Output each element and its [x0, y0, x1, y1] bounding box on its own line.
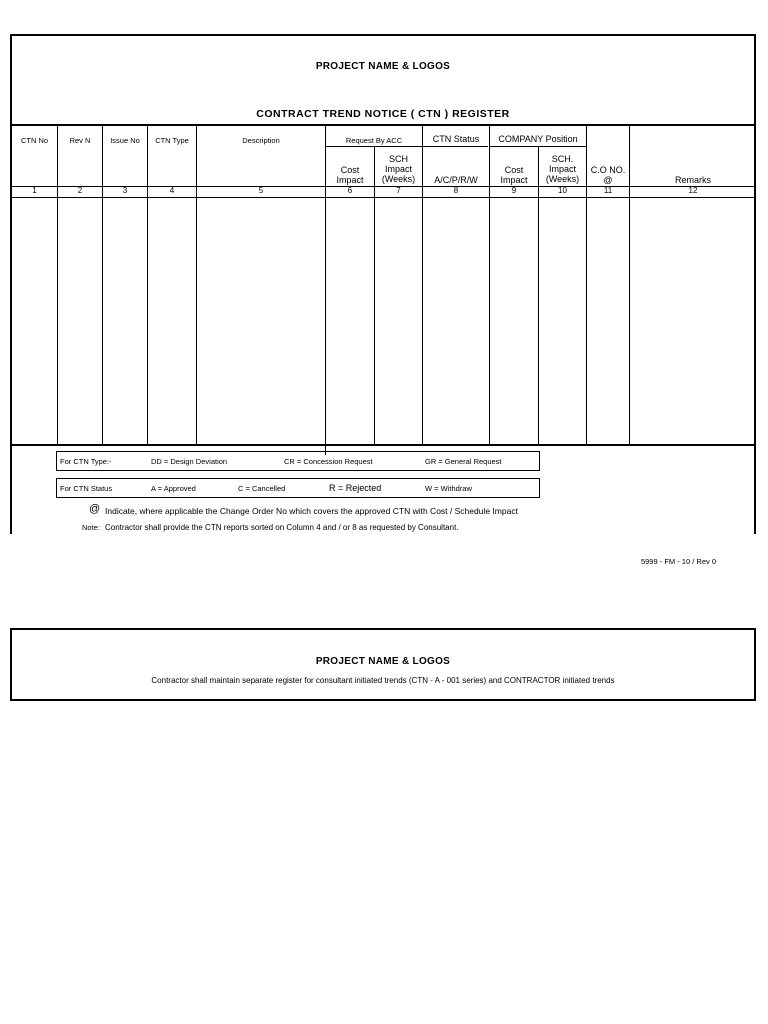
- column-number: 2: [77, 186, 83, 195]
- header-remarks: Remarks: [674, 175, 711, 185]
- subheader-co-no: C.O NO. @: [590, 165, 626, 185]
- legend-type-dd: DD = Design Deviation: [151, 457, 228, 466]
- numbers-bottom-rule: [12, 197, 754, 198]
- col-divider: [147, 125, 148, 445]
- column-number: 5: [258, 186, 264, 195]
- at-note: Indicate, where applicable the Change Order No which covers the approved CTN with Cost / Schedule Impact: [105, 506, 518, 516]
- column-number: 9: [511, 186, 517, 195]
- legend-type-cr: CR = Concession Request: [284, 457, 373, 466]
- subheader-sch-impact: SCH Impact (Weeks): [381, 154, 416, 184]
- column-number: 6: [347, 186, 353, 195]
- col-divider: [629, 125, 630, 445]
- column-number: 3: [122, 186, 128, 195]
- subheader-company-cost-impact: Cost Impact: [500, 165, 528, 185]
- legend-status-a: A = Approved: [151, 484, 196, 493]
- col-divider: [102, 125, 103, 445]
- header-request-by-acc: Request By ACC: [345, 136, 403, 145]
- header-ctn-type: CTN Type: [155, 136, 189, 145]
- legend-type-gr: GR = General Request: [425, 457, 502, 466]
- register-title: CONTRACT TREND NOTICE ( CTN ) REGISTER: [256, 108, 510, 120]
- col-divider: [422, 125, 423, 445]
- subheader-company-sch-impact: SCH. Impact (Weeks): [545, 154, 580, 184]
- at-symbol: @: [89, 503, 101, 515]
- note-text: Contractor shall provide the CTN reports sorted on Column 4 and / or 8 as requested by Consultant.: [105, 523, 459, 532]
- legend-status-c: C = Cancelled: [238, 484, 286, 493]
- header-description: Description: [242, 136, 280, 145]
- project-title: PROJECT NAME & LOGOS: [315, 656, 451, 667]
- header-ctn-status: CTN Status: [432, 134, 480, 144]
- legend-ctn-status: [56, 478, 540, 498]
- subheader-cost-impact: Cost Impact: [336, 165, 364, 185]
- legend-type-label: For CTN Type:-: [60, 457, 112, 466]
- header-ctn-no: CTN No: [20, 136, 49, 145]
- note-label: Note:: [82, 523, 100, 532]
- legend-ctn-type: [56, 451, 540, 471]
- table-top-rule: [12, 124, 754, 126]
- col-divider: [57, 125, 58, 445]
- column-number: 1: [32, 186, 37, 195]
- column-number: 8: [453, 186, 459, 195]
- request-group-rule: [326, 146, 488, 147]
- table-bottom-rule: [12, 444, 754, 446]
- header-rev-n: Rev N: [69, 136, 91, 145]
- ctn-register-form: [10, 34, 756, 534]
- legend-status-r: R = Rejected: [329, 483, 382, 493]
- column-number: 12: [688, 186, 698, 195]
- header-company-position: COMPANY Position: [498, 134, 578, 144]
- column-number: 10: [558, 186, 567, 195]
- project-title: PROJECT NAME & LOGOS: [315, 61, 451, 72]
- form-code: 5999 - FM - 10 / Rev 0: [640, 557, 716, 566]
- header-issue-no: Issue No: [110, 136, 140, 145]
- legend-status-w: W = Withdraw: [425, 484, 472, 493]
- col-divider: [196, 125, 197, 445]
- ctn-register-form-continuation: [10, 628, 756, 701]
- register-note: Contractor shall maintain separate register for consultant initiated trends (CTN - A - 001 series) and CONTRACTOR initiated trends: [151, 676, 615, 685]
- subheader-status-codes: A/C/P/R/W: [434, 175, 478, 185]
- column-number: 4: [169, 186, 175, 195]
- legend-status-label: For CTN Status: [60, 484, 113, 493]
- column-number: 7: [396, 186, 401, 195]
- column-number: 11: [603, 186, 613, 195]
